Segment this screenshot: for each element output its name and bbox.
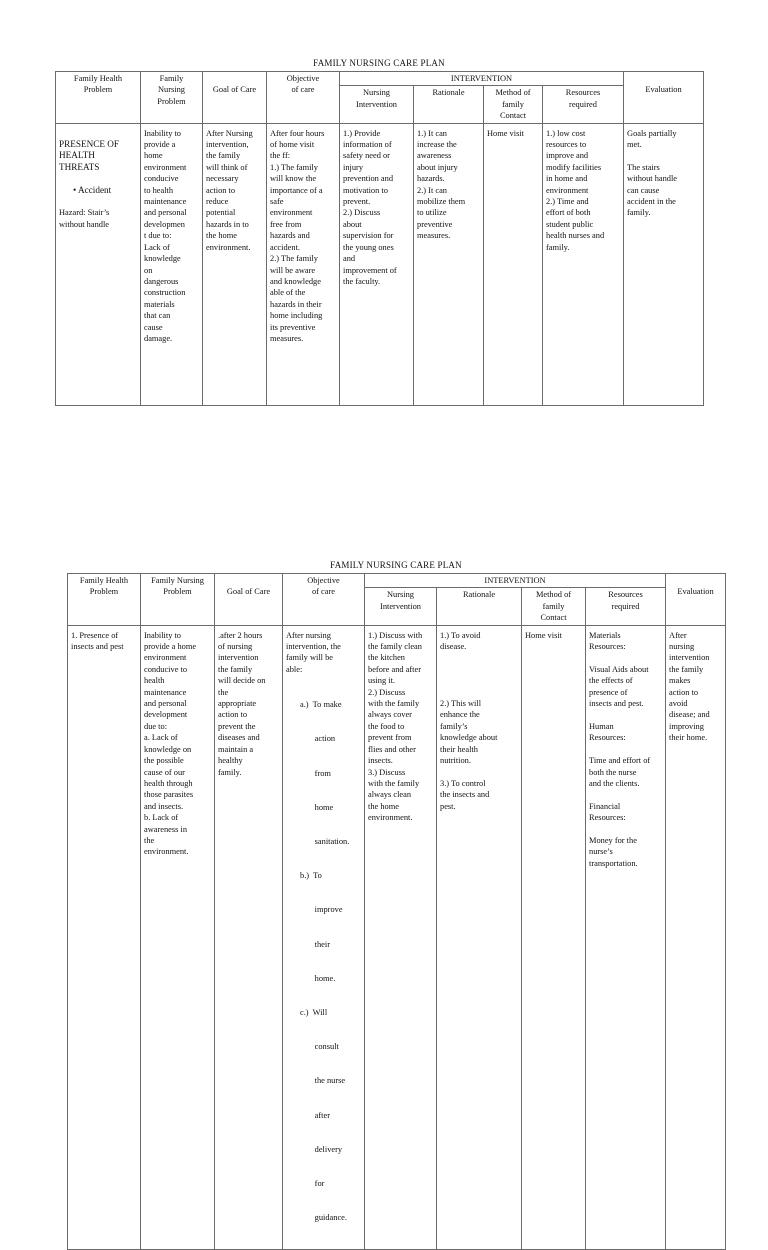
header-goal-of-care: Goal of Care [203,72,267,124]
header-method-of-family-contact: Method of family Contact [522,588,586,625]
objective-line: guidance. [300,1213,347,1223]
header-objective-of-care: Objective of care [283,574,365,626]
cell-resources-required: Materials Resources: Visual Aids about the effects of presence of insects and pest. Human Resources: Time and effort of both the nurse and the clients. Financial Resources: Money for the nurse’s transportation. [586,625,666,1249]
header-rationale: Rationale [414,86,484,123]
objective-intro: After nursing intervention, the family will be able: [286,630,341,674]
header-evaluation: Evaluation [666,574,726,626]
header-objective-of-care: Objective of care [267,72,340,124]
objective-line: home [300,802,334,812]
header-resources-required: Resources required [586,588,666,625]
objective-line: delivery [300,1144,343,1154]
objective-line: the nurse [300,1076,346,1086]
cell-family-health-problem: 1. Presence of insects and pest [68,625,141,1249]
health-threat-detail: Hazard: Stair’s without handle [59,208,110,229]
cell-method-of-family-contact: Home visit [484,123,543,405]
objective-line: action [300,734,336,744]
objective-line: their [300,939,331,949]
header-nursing-intervention: Nursing Intervention [365,588,437,625]
cell-rationale: 1.) To avoid disease. 2.) This will enhance the family’s knowledge about their health nutrition. 3.) To control the insects and pest. [437,625,522,1249]
objective-line: sanitation. [300,836,350,846]
cell-nursing-intervention: 1.) Provide information of safety need or injury prevention and motivation to prevent. 2.) Discuss about supervision for the young ones and improvement of the faculty. [340,123,414,405]
objective-line: consult [300,1042,339,1052]
objective-line: after [300,1110,330,1120]
objective-line: b.) To [300,871,322,881]
cell-family-nursing-problem: Inability to provide a home environment conducive to health maintenance and personal developmen t due to: Lack of knowledge on dangerous construction materials that can cause damage. [141,123,203,405]
objective-line: improve [300,905,343,915]
cell-method-of-family-contact: Home visit [522,625,586,1249]
cell-family-nursing-problem: Inability to provide a home environment conducive to health maintenance and personal development due to: a. Lack of knowledge on the possible cause of our health through those parasites and insects. b. Lack of awareness in the environment. [141,625,215,1249]
cell-goal-of-care: After Nursing intervention, the family will think of necessary action to reduce potential hazards in to the home environment. [203,123,267,405]
plan-title: FAMILY NURSING CARE PLAN [330,560,462,570]
cell-family-health-problem [56,123,141,405]
care-plan-2 [67,560,725,1250]
header-family-nursing-problem: Family Nursing Problem [141,574,215,626]
header-evaluation: Evaluation [624,72,704,124]
header-goal-of-care: Goal of Care [215,574,283,626]
header-resources-required: Resources required [543,86,624,123]
header-rationale: Rationale [437,588,522,625]
objective-line: c.) Will [300,1008,328,1018]
cell-evaluation: After nursing intervention the family makes action to avoid disease; and improving their home. [666,625,726,1249]
objective-line: for [300,1179,325,1189]
header-intervention: INTERVENTION [365,574,666,588]
header-intervention: INTERVENTION [340,72,624,86]
objective-line: a.) To make [300,700,342,710]
care-plan-table [55,71,704,406]
header-family-health-problem: Family Health Problem [68,574,141,626]
care-plan-1 [55,58,703,406]
header-family-health-problem: Family Health Problem [56,72,141,124]
cell-rationale: 1.) It can increase the awareness about injury hazards. 2.) It can mobilize them to utilize preventive measures. [414,123,484,405]
cell-resources-required: 1.) low cost resources to improve and modify facilities in home and environment 2.) Time and effort of both student public health nurses and family. [543,123,624,405]
cell-evaluation: Goals partially met. The stairs without handle can cause accident in the family. [624,123,704,405]
care-plan-table [67,573,726,1250]
health-threat-title: PRESENCE OF HEALTH THREATS [59,139,119,172]
header-nursing-intervention: Nursing Intervention [340,86,414,123]
objective-list [286,676,361,1246]
plan-title: FAMILY NURSING CARE PLAN [313,58,445,68]
cell-goal-of-care: .after 2 hours of nursing intervention the family will decide on the appropriate action to prevent the diseases and maintain a healthy family. [215,625,283,1249]
header-method-of-family-contact: Method of family Contact [484,86,543,123]
cell-nursing-intervention: 1.) Discuss with the family clean the kitchen before and after using it. 2.) Discuss with the family always cover the food to prevent from flies and other insects. 3.) Discuss with the family always clean the home environment. [365,625,437,1249]
header-family-nursing-problem: Family Nursing Problem [141,72,203,124]
cell-objective-of-care: After four hours of home visit the ff: 1.) The family will know the importance of a safe environment free from hazards and accident. 2.) The family will be aware and knowledge able of the hazards in their home including its preventive measures. [267,123,340,405]
objective-line: home. [300,973,336,983]
objective-line: from [300,768,331,778]
cell-objective-of-care [283,625,365,1249]
health-threat-bullet: • Accident [59,185,137,196]
